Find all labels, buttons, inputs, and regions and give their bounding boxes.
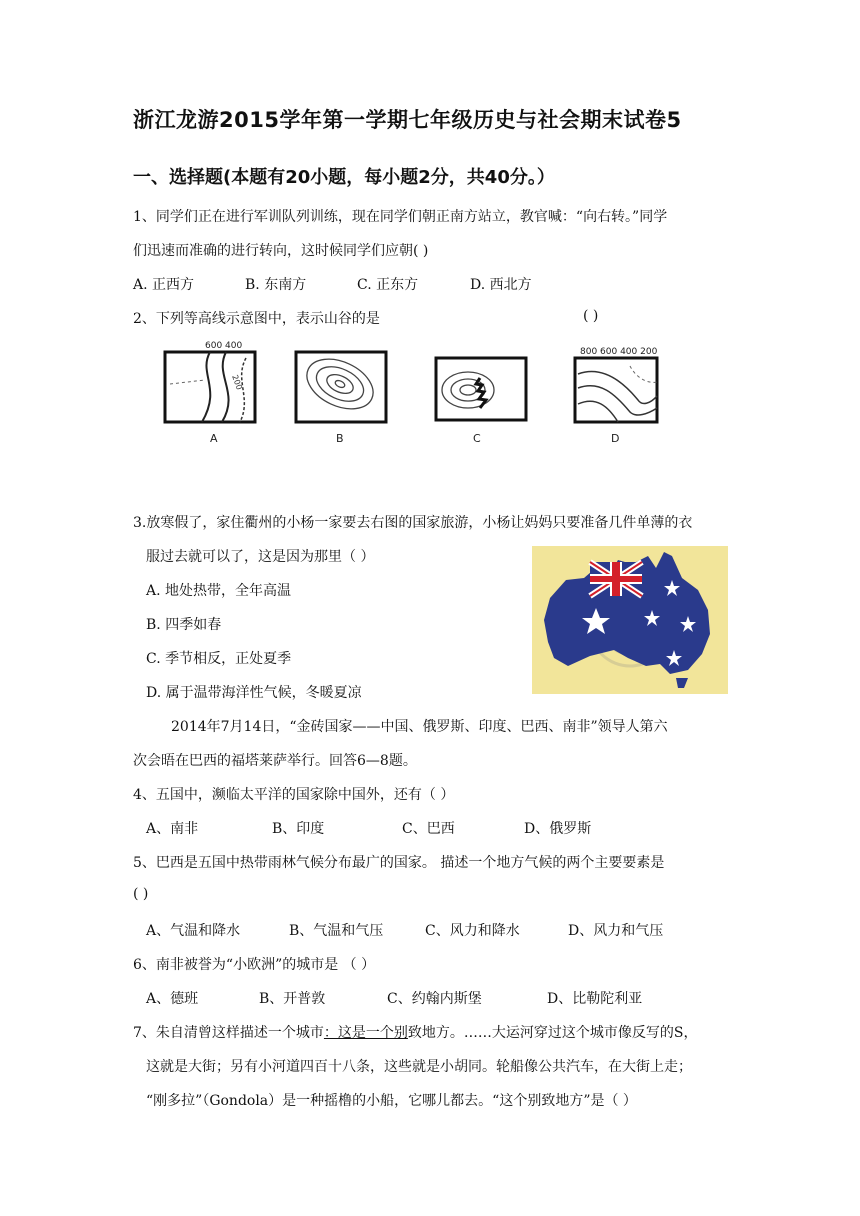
map-a-side-value: 200 [230,373,244,392]
contour-map-b [296,349,386,445]
q3-option-c: C. 季节相反，正处夏季 [146,651,292,667]
q7-line1-pre: 7、朱自清曾这样描述一个城市 [133,1025,324,1041]
question-4-text: 4、五国中，濒临太平洋的国家除中国外，还有（ ） [133,787,455,803]
question-7-line2: 这就是大街；另有小河道四百十八条，这些就是小胡同。轮船像公共汽车，在大街上走； [146,1059,692,1075]
q1-option-c: C. 正东方 [357,277,419,293]
union-jack-icon [590,562,642,596]
q4-option-a: A、南非 [146,821,199,837]
contour-map-a [165,341,255,445]
map-d-values: 800 600 400 200 [580,347,658,357]
q4-option-b: B、印度 [272,821,325,837]
map-label-d: D [611,432,620,445]
map-label-a: A [210,432,218,445]
q7-line1-underlined: ：这是一个别 [323,1025,408,1041]
contour-maps-figure [160,338,680,450]
q6-option-b: B、开普敦 [259,991,326,1007]
map-a-values: 600 400 [205,341,243,351]
page-title: 浙江龙游2015学年第一学期七年级历史与社会期末试卷5 [133,108,682,132]
question-3-line2: 服过去就可以了，这是因为那里（ ） [146,549,375,565]
q6-option-c: C、约翰内斯堡 [387,991,482,1007]
q3-option-b: B. 四季如春 [146,617,222,633]
australia-flag-map-image [532,546,728,694]
q5-option-d: D、风力和气压 [568,923,664,939]
map-label-c: C [473,432,481,445]
question-1-line1: 1、同学们正在进行军训队列训练，现在同学们朝正南方站立，教官喊：“向右转。”同学 [133,209,668,225]
question-5-line1: 5、巴西是五国中热带雨林气候分布最广的国家。 描述一个地方气候的两个主要要素是 [133,855,665,871]
contour-map-d [575,347,658,445]
q1-option-b: B. 东南方 [245,277,307,293]
passage-line1: 2014年7月14日，“金砖国家——中国、俄罗斯、印度、巴西、南非”领导人第六 [171,719,668,735]
q7-line1-post: 致地方。……大运河穿过这个城市像反写的S， [407,1025,698,1041]
q5-option-c: C、风力和降水 [425,923,520,939]
question-7-line3: “刚多拉”（Gondola）是一种摇橹的小船，它哪儿都去。“这个别致地方”是（ ） [146,1093,637,1109]
q3-option-d: D. 属于温带海洋性气候，冬暖夏凉 [146,685,362,701]
question-1-line2: 们迅速而准确的进行转向，这时候同学们应朝( ) [133,243,429,259]
question-2-paren: ( ) [583,308,599,324]
question-5-line2: ( ) [133,886,149,902]
contour-map-c [436,358,526,445]
question-7-line1 [133,1022,698,1042]
q5-option-a: A、气温和降水 [146,923,241,939]
question-6-text: 6、南非被誉为“小欧洲”的城市是 （ ） [133,957,376,973]
q1-option-d: D. 西北方 [470,277,532,293]
map-label-b: B [336,432,344,445]
question-2-text: 2、下列等高线示意图中，表示山谷的是 [133,311,380,327]
q3-option-a: A. 地处热带，全年高温 [146,583,292,599]
q5-option-b: B、气温和气压 [289,923,384,939]
q4-option-c: C、巴西 [402,821,455,837]
q4-option-d: D、俄罗斯 [524,821,592,837]
question-3-line1: 3.放寒假了，家住衢州的小杨一家要去右图的国家旅游，小杨让妈妈只要准备几件单薄的衣 [133,515,693,531]
section-heading: 一、选择题(本题有20小题，每小题2分，共40分。） [133,167,555,188]
passage-line2: 次会晤在巴西的福塔莱萨举行。回答6—8题。 [133,753,417,769]
q6-option-d: D、比勒陀利亚 [547,991,643,1007]
q6-option-a: A、德班 [146,991,199,1007]
q1-option-a: A. 正西方 [133,277,195,293]
